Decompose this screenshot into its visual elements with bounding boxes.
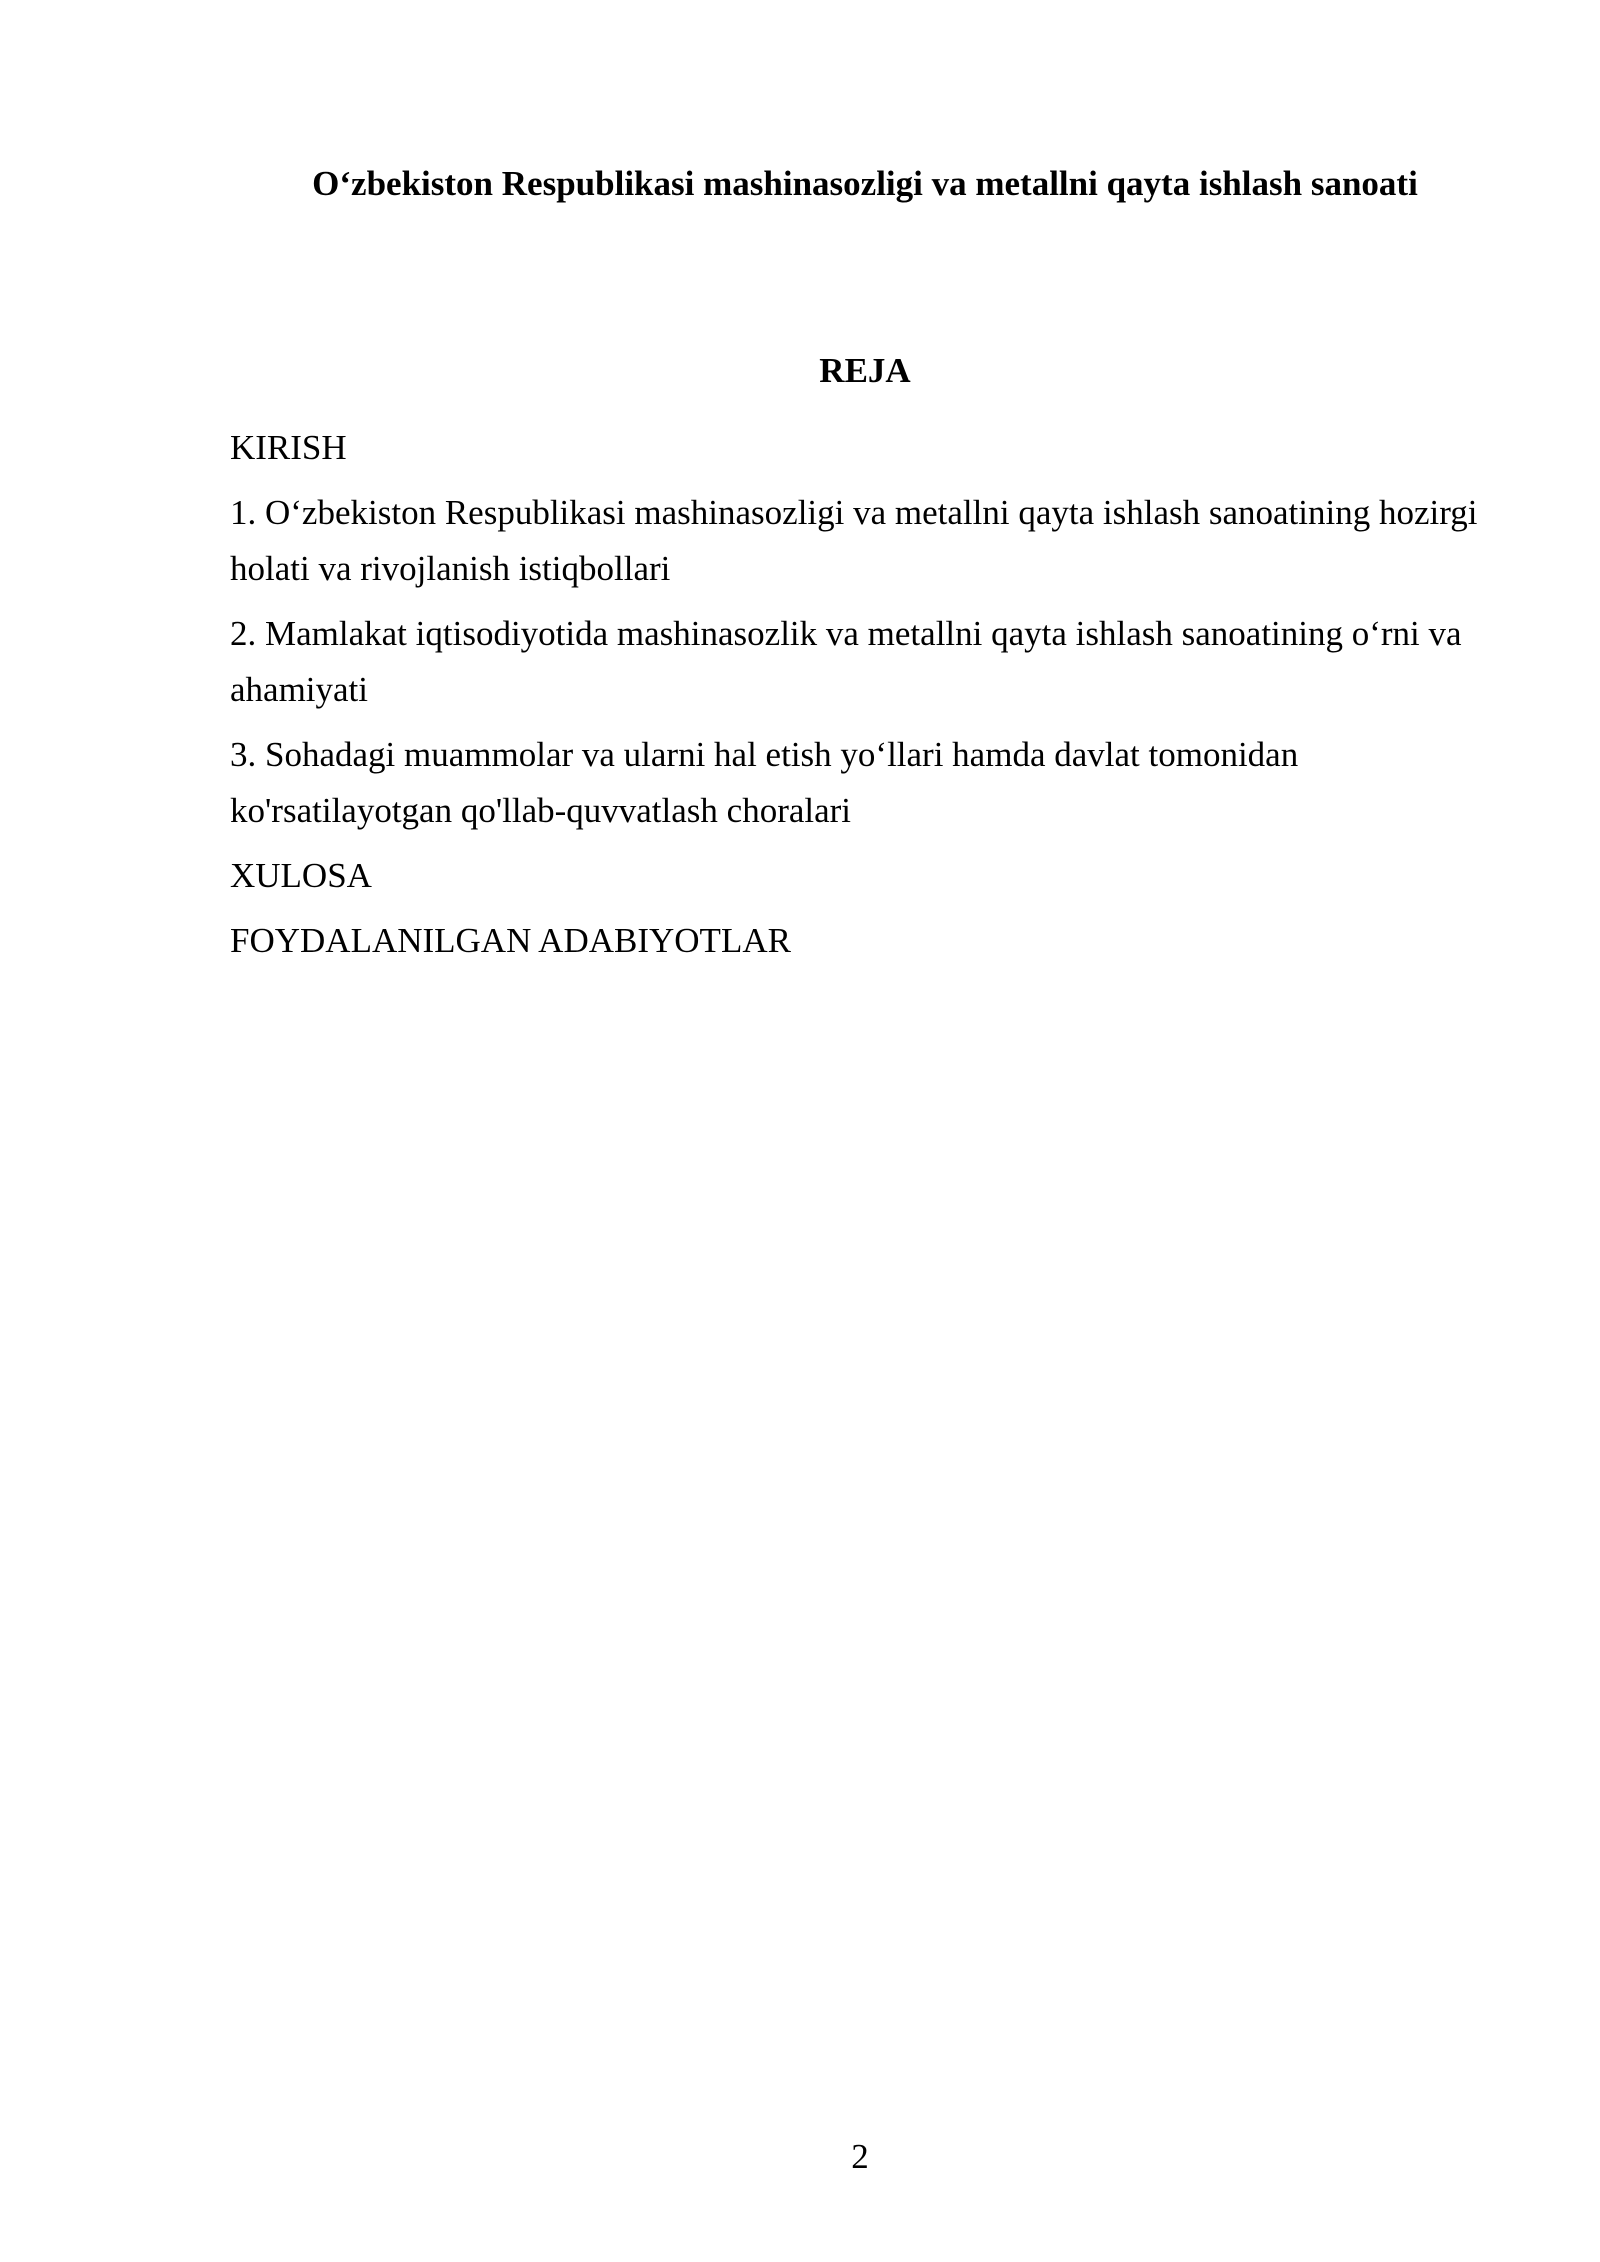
plan-item-1: 1. O‘zbekiston Respublikasi mashinasozligi va metallni qayta ishlash sanoatining hozirgi holati va rivojlanish istiqbollari — [230, 493, 1478, 588]
plan-item-2: 2. Mamlakat iqtisodiyotida mashinasozlik va metallni qayta ishlash sanoatining o‘rni va ahamiyati — [230, 614, 1462, 709]
plan-list — [230, 420, 1500, 978]
plan-item-references: FOYDALANILGAN ADABIYOTLAR — [230, 921, 791, 960]
document-title: O‘zbekiston Respublikasi mashinasozligi va metallni qayta ishlash sanoati — [312, 164, 1418, 203]
plan-item-intro: KIRISH — [230, 428, 347, 467]
plan-heading: REJA — [819, 351, 911, 390]
plan-item-conclusion: XULOSA — [230, 856, 372, 895]
page-number: 2 — [851, 2137, 869, 2176]
plan-item-3: 3. Sohadagi muammolar va ularni hal etish yo‘llari hamda davlat tomonidan ko'rsatilayotgan qo'llab-quvvatlash choralari — [230, 735, 1299, 830]
